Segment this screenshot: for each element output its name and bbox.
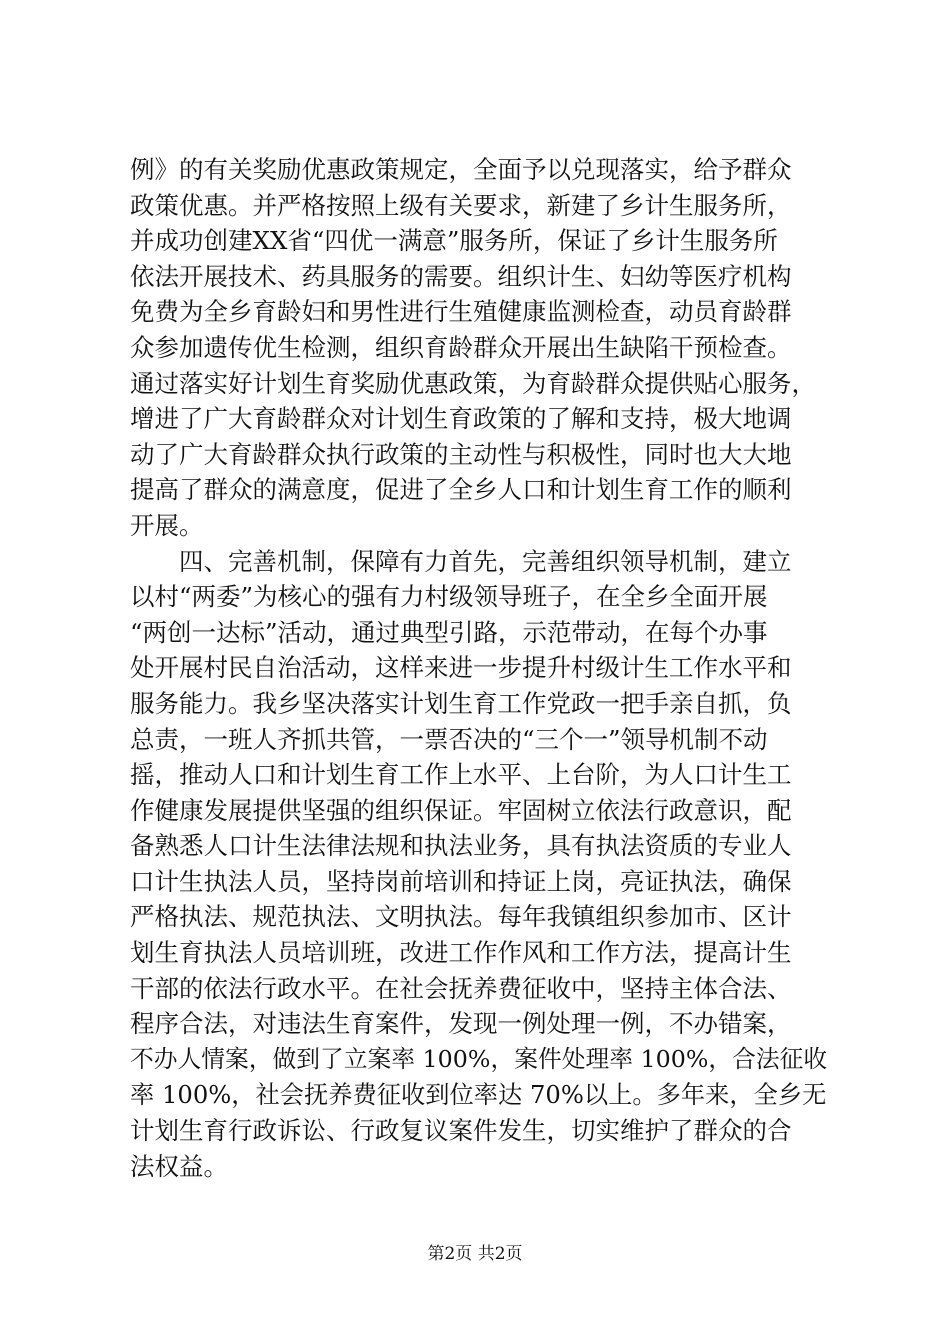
- text-line: “两创一达标”活动，通过典型引路，示范带动，在每个办事: [130, 617, 768, 647]
- text-line: 不办人情案，做到了立案率 100%，案件处理率 100%，合法征收: [130, 1044, 828, 1073]
- text-line: 提高了群众的满意度，促进了全乡人口和计划生育工作的顺利: [130, 475, 792, 505]
- text-line: 例》的有关奖励优惠政策规定，全面予以兑现落实，给予群众: [130, 155, 792, 184]
- text-line: 动了广大育龄群众执行政策的主动性与积极性，同时也大大地: [130, 439, 792, 469]
- text-line: 法权益。: [130, 1151, 228, 1181]
- text-line: 政策优惠。并严格按照上级有关要求，新建了乡计生服务所，: [130, 190, 792, 220]
- text-line: 程序合法，对违法生育案件，发现一例处理一例，不办错案，: [130, 1009, 792, 1039]
- text-line: 四、完善机制，保障有力首先，完善组织领导机制，建立: [130, 546, 792, 576]
- text-line: 服务能力。我乡坚决落实计划生育工作党政一把手亲自抓，负: [130, 688, 792, 718]
- text-line: 处开展村民自治活动，这样来进一步提升村级计生工作水平和: [130, 653, 792, 683]
- text-line: 率 100%，社会抚养费征收到位率达 70%以上。多年来，全乡无: [130, 1080, 827, 1110]
- text-line: 作健康发展提供坚强的组织保证。牢固树立依法行政意识，配: [130, 795, 792, 825]
- text-line: 开展。: [130, 510, 204, 540]
- text-line: 依法开展技术、药具服务的需要。组织计生、妇幼等医疗机构: [130, 261, 792, 291]
- text-line: 众参加遗传优生检测，组织育龄群众开展出生缺陷干预检查。: [130, 332, 792, 362]
- text-line: 免费为全乡育龄妇和男性进行生殖健康监测检查，动员育龄群: [130, 297, 792, 327]
- text-line: 总责，一班人齐抓共管，一票否决的“三个一”领导机制不动: [130, 724, 768, 754]
- body-text: [130, 152, 830, 1184]
- text-line: 增进了广大育龄群众对计划生育政策的了解和支持，极大地调: [130, 404, 792, 434]
- text-line: 口计生执法人员，坚持岗前培训和持证上岗，亮证执法，确保: [130, 866, 792, 896]
- text-line: 计划生育行政诉讼、行政复议案件发生，切实维护了群众的合: [130, 1116, 792, 1146]
- page-footer: 第2页 共2页: [427, 1244, 523, 1264]
- text-line: 并成功创建XX省“四优一满意”服务所，保证了乡计生服务所: [130, 226, 778, 256]
- text-line: 备熟悉人口计生法律法规和执法业务，具有执法资质的专业人: [130, 831, 792, 861]
- text-line: 划生育执法人员培训班，改进工作作风和工作方法，提高计生: [130, 938, 792, 968]
- text-line: 以村“两委”为核心的强有力村级领导班子，在全乡全面开展: [130, 582, 768, 612]
- text-line: 通过落实好计划生育奖励优惠政策，为育龄群众提供贴心服务，: [130, 368, 816, 398]
- text-line: 严格执法、规范执法、文明执法。每年我镇组织参加市、区计: [130, 902, 792, 932]
- text-line: 摇，推动人口和计划生育工作上水平、上台阶，为人口计生工: [130, 760, 792, 790]
- text-line: 干部的依法行政水平。在社会抚养费征收中，坚持主体合法、: [130, 973, 792, 1003]
